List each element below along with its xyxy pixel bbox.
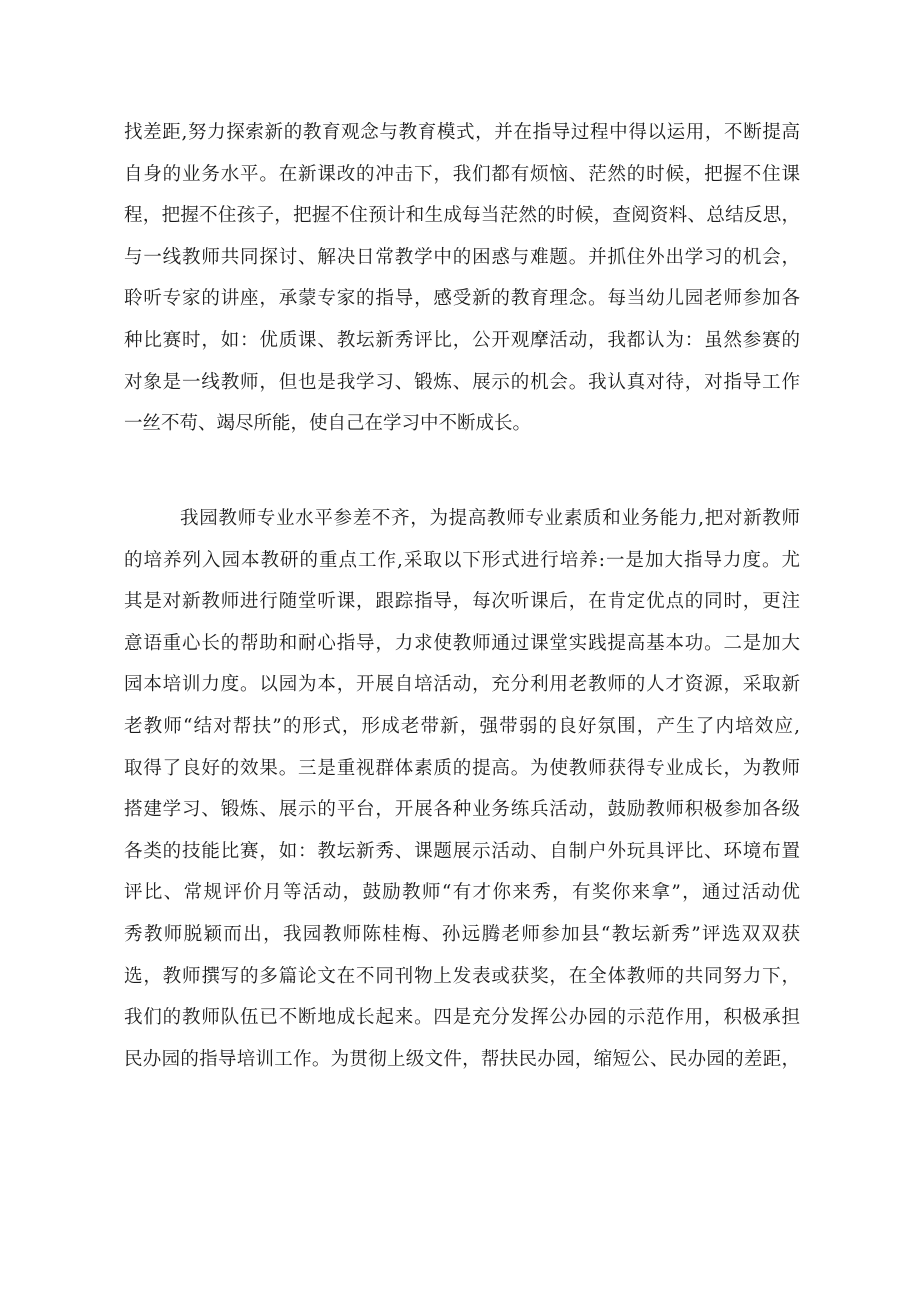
text-line: 各类的技能比赛，如：教坛新秀、课题展示活动、自制户外玩具评比、环境布置 — [124, 840, 800, 862]
text-line: 其是对新教师进行随堂听课，跟踪指导，每次听课后，在肯定优点的同时，更注 — [124, 591, 800, 613]
text-line: 意语重心长的帮助和耐心指导，力求使教师通过课堂实践提高基本功。二是加大 — [124, 632, 800, 654]
text-line: 对象是一线教师，但也是我学习、锻炼、展示的机会。我认真对待，对指导工作 — [124, 371, 800, 393]
text-line: 评比、常规评价月等活动，鼓励教师“有才你来秀，有奖你来拿”，通过活动优 — [124, 882, 800, 904]
text-line: 老教师“结对帮扶”的形式，形成老带新，强带弱的良好氛围，产生了内培效应, — [124, 715, 800, 737]
text-line: 我们的教师队伍已不断地成长起来。四是充分发挥公办园的示范作用，积极承担 — [124, 1007, 800, 1029]
paragraph-2 — [124, 498, 800, 1080]
text-line: 园本培训力度。以园为本，开展自培活动，充分利用老教师的人才资源，采取新 — [124, 674, 800, 696]
text-line: 搭建学习、锻炼、展示的平台，开展各种业务练兵活动，鼓励教师积极参加各级 — [124, 799, 800, 821]
text-line: 我园教师专业水平参差不齐，为提高教师专业素质和业务能力,把对新教师 — [180, 508, 800, 529]
text-line: 秀教师脱颖而出，我园教师陈桂梅、孙远腾老师参加县“教坛新秀”评选双双获 — [124, 923, 800, 945]
text-line: 程，把握不住孩子，把握不住预计和生成每当茫然的时候，查阅资料、总结反思， — [124, 205, 800, 227]
text-line: 一丝不苟、竭尽所能，使自己在学习中不断成长。 — [124, 413, 532, 435]
text-line: 自身的业务水平。在新课改的冲击下，我们都有烦恼、茫然的时候，把握不住课 — [124, 163, 800, 185]
text-line: 取得了良好的效果。三是重视群体素质的提高。为使教师获得专业成长，为教师 — [124, 757, 800, 779]
text-line: 选，教师撰写的多篇论文在不同刊物上发表或获奖，在全体教师的共同努力下， — [124, 965, 800, 987]
text-line: 与一线教师共同探讨、解决日常教学中的困惑与难题。并抓住外出学习的机会， — [124, 246, 800, 268]
text-line: 民办园的指导培训工作。为贯彻上级文件，帮扶民办园，缩短公、民办园的差距， — [124, 1048, 800, 1070]
paragraph-1 — [124, 112, 800, 445]
text-line: 的培养列入园本教研的重点工作,采取以下形式进行培养:一是加大指导力度。尤 — [124, 549, 800, 571]
text-line: 种比赛时，如：优质课、教坛新秀评比，公开观摩活动，我都认为：虽然参赛的 — [124, 329, 800, 351]
text-line: 找差距,努力探索新的教育观念与教育模式，并在指导过程中得以运用，不断提高 — [124, 122, 800, 143]
text-line: 聆听专家的讲座，承蒙专家的指导，感受新的教育理念。每当幼儿园老师参加各 — [124, 288, 800, 310]
